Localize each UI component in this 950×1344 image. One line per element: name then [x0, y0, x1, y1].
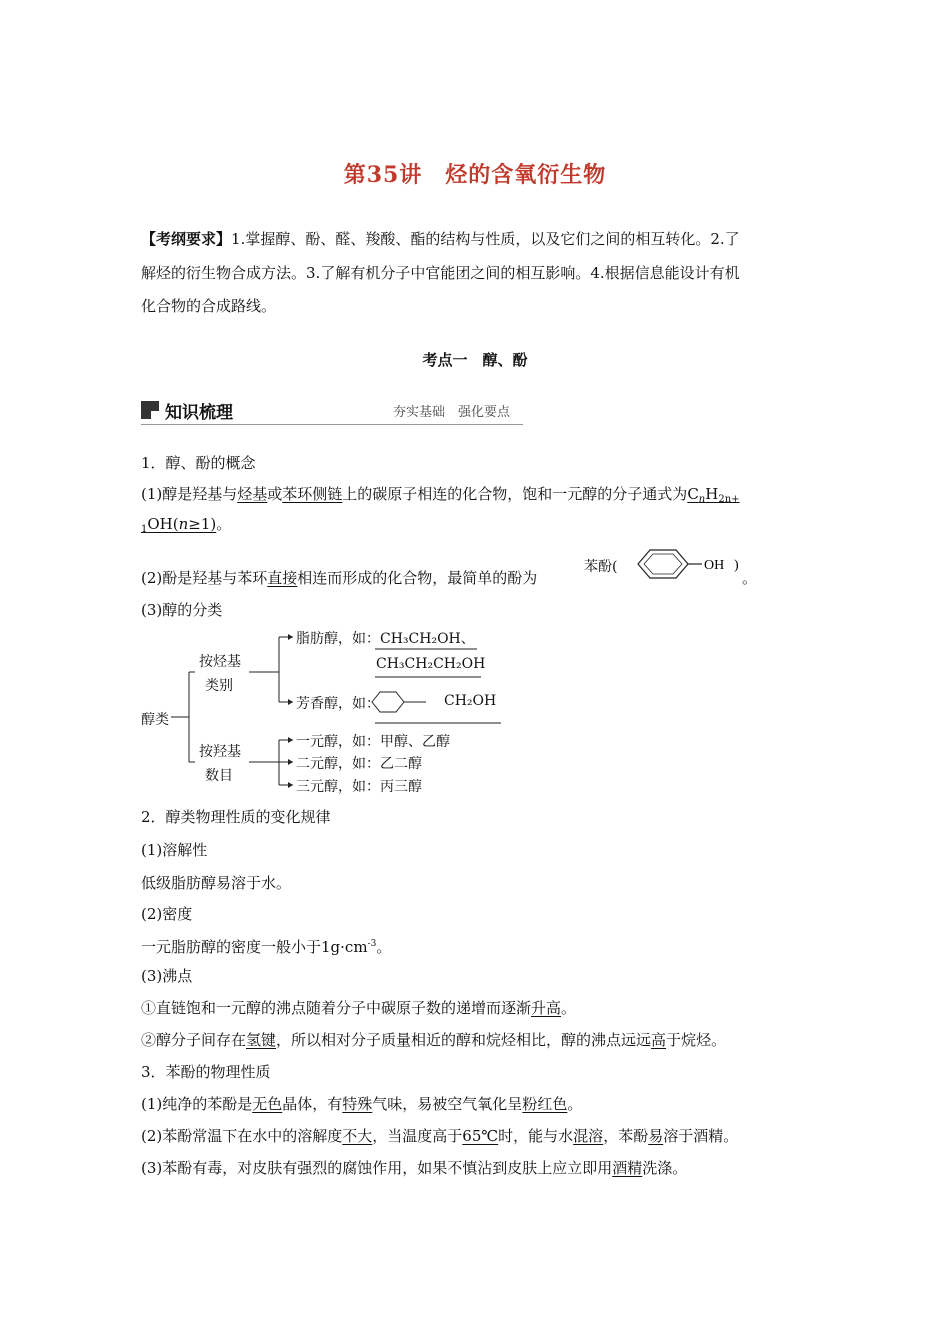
s1-p3: (3)醇的分类 — [141, 601, 223, 619]
answer-easily: 易 — [648, 1127, 664, 1145]
answer-side-chain: 苯环侧链 — [282, 485, 343, 503]
banner-title: 知识梳理 — [165, 403, 233, 423]
bp-2c: ，所以相对分子质量相近的醇和烷烃相比，醇的沸点远远 — [276, 1031, 652, 1049]
banner-divider — [141, 424, 523, 425]
tree-branch2-line2: 数目 — [205, 768, 233, 784]
formula-n: n — [698, 494, 706, 505]
s1-p2 — [141, 568, 537, 588]
phenol-label: 苯酚( — [584, 559, 618, 575]
bp-2e: 于烷烃。 — [666, 1031, 727, 1049]
s3-l1e: 气味，易被空气氧化呈 — [372, 1095, 523, 1113]
s3-l1g: 。 — [567, 1095, 583, 1113]
formula-general-cont — [141, 515, 216, 533]
answer-colorless: 无色 — [252, 1095, 283, 1113]
formula-c: C — [687, 485, 699, 503]
s3-l1c: 晶体，有 — [282, 1095, 343, 1113]
section-title: 考点一 醇、酚 — [422, 351, 528, 369]
s3-l3a: (3)苯酚有毒，对皮肤有强烈的腐蚀作用，如果不慎沾到皮肤上应立即用 — [141, 1159, 613, 1177]
formula-general — [687, 485, 739, 503]
formula-oh: OH( — [147, 515, 179, 533]
phenol-close: ) — [734, 558, 739, 573]
s2-sub2: (2)密度 — [141, 905, 193, 923]
s3-line3 — [141, 1158, 687, 1178]
formula-1: 1 — [141, 524, 148, 535]
answer-small: 不大 — [342, 1127, 373, 1145]
answer-rise: 升高 — [531, 999, 562, 1017]
s2-sub3: (3)沸点 — [141, 967, 193, 985]
tree-leaf-di: 二元醇，如：乙二醇 — [296, 756, 422, 772]
density-text: 一元脂肪醇的密度一般小于1g·cm — [141, 938, 368, 956]
aliphatic-label: 脂肪醇，如： — [296, 631, 380, 647]
answer-alcohol: 酒精 — [612, 1159, 643, 1177]
aliphatic-ex2: CH₃CH₂CH₂OH — [376, 656, 486, 672]
s3-l2a: (2)苯酚常温下在水中的溶解度 — [141, 1127, 343, 1145]
s2-sub1: (1)溶解性 — [141, 841, 208, 859]
s3-l2g: ，苯酚 — [603, 1127, 649, 1145]
answer-temperature: 65℃ — [462, 1127, 499, 1145]
tree-leaf-mono: 一元醇，如：甲醇、乙醇 — [296, 734, 450, 750]
tree-branch1-line2: 类别 — [205, 678, 233, 694]
s1-p1-a: (1)醇是羟基与 — [141, 485, 238, 503]
tree-leaf-aliphatic — [296, 628, 475, 648]
s1-p1-cont — [141, 514, 231, 540]
bp-1c: 。 — [561, 999, 577, 1017]
tree-root: 醇类 — [141, 712, 169, 728]
s2-heading: 2．醇类物理性质的变化规律 — [141, 808, 331, 826]
s3-l2c: ，当温度高于 — [372, 1127, 463, 1145]
requirements-label: 【考纲要求】 — [141, 230, 232, 248]
s1-p2-c: 相连而形成的化合物，最简单的酚为 — [297, 569, 538, 587]
s3-heading: 3．苯酚的物理性质 — [141, 1063, 271, 1081]
formula-n2: n — [178, 515, 189, 533]
s1-p1-e: 上的碳原子相连的化合物，饱和一元醇的分子通式为 — [342, 485, 688, 503]
answer-special: 特殊 — [342, 1095, 373, 1113]
tree-branch2-line1: 按羟基 — [199, 744, 241, 760]
s1-heading: 1．醇、酚的概念 — [141, 454, 256, 472]
answer-higher: 高 — [651, 1031, 667, 1049]
formula-h: H — [705, 485, 719, 503]
s2-sub2-text — [141, 934, 391, 957]
aromatic-label: 芳香醇，如： — [296, 696, 380, 712]
s3-l3c: 洗涤。 — [642, 1159, 688, 1177]
requirements-text-1: 1.掌握醇、酚、醛、羧酸、酯的结构与性质，以及它们之间的相互转化。2.了 — [231, 230, 740, 248]
tree-leaf-tri: 三元醇，如：丙三醇 — [296, 779, 422, 795]
formula-cond: ≥1) — [188, 515, 217, 533]
requirements-line-1 — [141, 229, 740, 249]
requirements-line-3: 化合物的合成路线。 — [141, 297, 277, 315]
bp-2a: ②醇分子间存在 — [141, 1031, 247, 1049]
tree-branch1-line1: 按烃基 — [199, 654, 241, 670]
s1-p1-end: 。 — [216, 515, 232, 533]
aromatic-ex: CH₂OH — [444, 693, 497, 709]
s3-line2 — [141, 1126, 738, 1146]
answer-direct: 直接 — [267, 569, 298, 587]
aliphatic-sep: 、 — [460, 631, 475, 647]
density-end: 。 — [376, 938, 392, 956]
s3-l2i: 溶于酒精。 — [663, 1127, 739, 1145]
answer-hbond: 氢键 — [246, 1031, 277, 1049]
s3-l1a: (1)纯净的苯酚是 — [141, 1095, 253, 1113]
banner-square-icon — [141, 401, 159, 419]
formula-2n: 2n+ — [718, 494, 740, 505]
s2-sub1-text: 低级脂肪醇易溶于水。 — [141, 874, 292, 892]
phenol-structure — [630, 544, 750, 584]
requirements-line-2: 解烃的衍生物合成方法。3.了解有机分子中官能团之间的相互影响。4.根据信息能设计有机 — [141, 264, 740, 282]
s2-sub3-1 — [141, 998, 576, 1018]
s3-l2e: 时，能与水 — [498, 1127, 574, 1145]
bp-1a: ①直链饱和一元醇的沸点随着分子中碳原子数的递增而逐渐 — [141, 999, 532, 1017]
banner-subtitle: 夯实基础 强化要点 — [393, 405, 511, 420]
s1-p2-end: 。 — [742, 569, 758, 587]
knowledge-banner — [141, 398, 523, 426]
s2-sub3-2 — [141, 1030, 726, 1050]
answer-miscible: 混溶 — [573, 1127, 604, 1145]
answer-hydrocarbyl: 烃基 — [237, 485, 268, 503]
s1-p1 — [141, 484, 740, 510]
answer-pink: 粉红色 — [522, 1095, 568, 1113]
aliphatic-ex1: CH₃CH₂OH — [380, 631, 461, 647]
s1-p2-a: (2)酚是羟基与苯环 — [141, 569, 268, 587]
benzene-inner-ring — [644, 554, 682, 574]
density-sup: -3 — [367, 939, 377, 949]
phenol-oh: OH — [704, 558, 725, 573]
s1-p1-c: 或 — [267, 485, 283, 503]
page-title: 第35讲 烃的含氧衍生物 — [343, 162, 607, 188]
s3-line1 — [141, 1094, 582, 1114]
